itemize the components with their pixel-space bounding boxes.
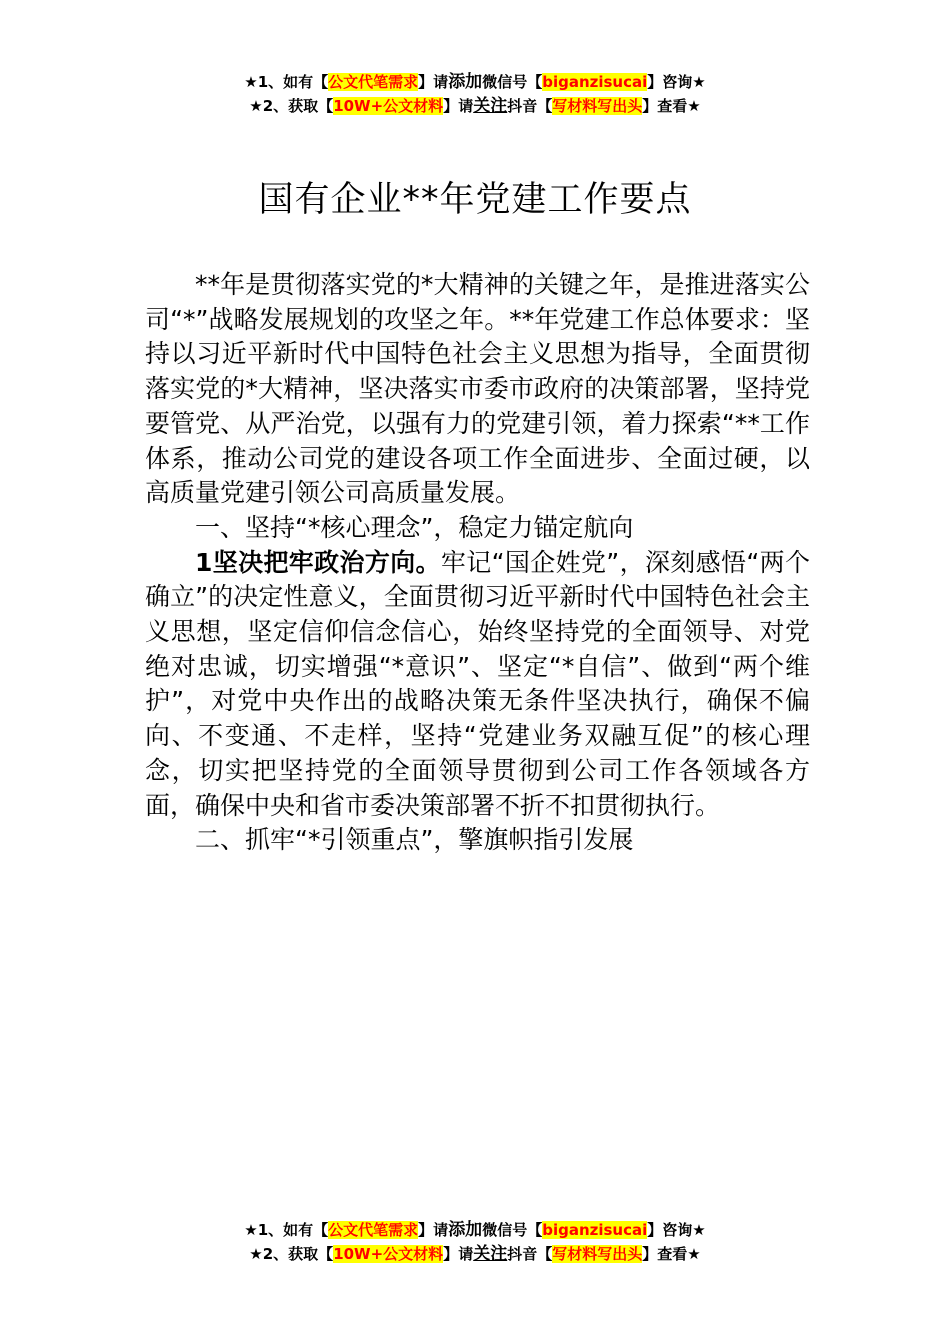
douyin-id: 写材料写出头 [552,97,643,115]
section-heading-2: 二、抓牢“*引领重点”，擎旗帜指引发展 [195,825,634,855]
douyin-id: 写材料写出头 [552,1245,643,1263]
footer-promo-banner [0,1218,950,1266]
promo-line-1: ★1、如有【公文代笔需求】请添加微信号【biganzisucai】咨询★ [244,1220,706,1240]
header-promo-banner [0,70,950,118]
wechat-id: biganzisucai [542,73,648,91]
wechat-id: biganzisucai [542,1221,648,1239]
promo-line-2: ★2、获取【10W+公文材料】请关注抖音【写材料写出头】查看★ [249,96,701,116]
promo-line-2: ★2、获取【10W+公文材料】请关注抖音【写材料写出头】查看★ [249,1244,701,1264]
document-body [145,268,810,858]
intro-paragraph: **年是贯彻落实党的*大精神的关键之年，是推进落实公司“*”战略发展规划的攻坚之年。**年党建工作总体要求：坚持以习近平新时代中国特色社会主义思想为指导，全面贯彻落实党的*大精神，坚决落实市委市政府的决策部署，坚持党要管党、从严治党，以强有力的党建引领，着力探索“**工作体系，推动公司党的建设各项工作全面进步、全面过硬，以高质量党建引领公司高质量发展。 [145,270,810,508]
promo-highlight: 公文代笔需求 [328,1221,419,1239]
subsection-paragraph-1: 1坚决把牢政治方向。牢记“国企姓党”，深刻感悟“两个确立”的决定性意义，全面贯彻习近平新时代中国特色社会主义思想，坚定信仰信念信心，始终坚持党的全面领导、对党绝对忠诚，切实增强“*意识”、坚定“*自信”、做到“两个维护”，对党中央作出的战略决策无条件坚决执行，确保不偏向、不变通、不走样，坚持“党建业务双融互促”的核心理念，切实把坚持党的全面领导贯彻到公司工作各领域各方面，确保中央和省市委决策部署不折不扣贯彻执行。 [145,547,810,820]
promo-highlight: 10W+公文材料 [333,97,444,115]
promo-line-1: ★1、如有【公文代笔需求】请添加微信号【biganzisucai】咨询★ [244,72,706,92]
subsection-heading: 1坚决把牢政治方向。 [195,547,441,577]
promo-highlight: 公文代笔需求 [328,73,419,91]
promo-highlight: 10W+公文材料 [333,1245,444,1263]
section-heading-1: 一、坚持“*核心理念”，稳定力锚定航向 [195,512,634,542]
document-title: 国有企业**年党建工作要点 [258,180,692,220]
